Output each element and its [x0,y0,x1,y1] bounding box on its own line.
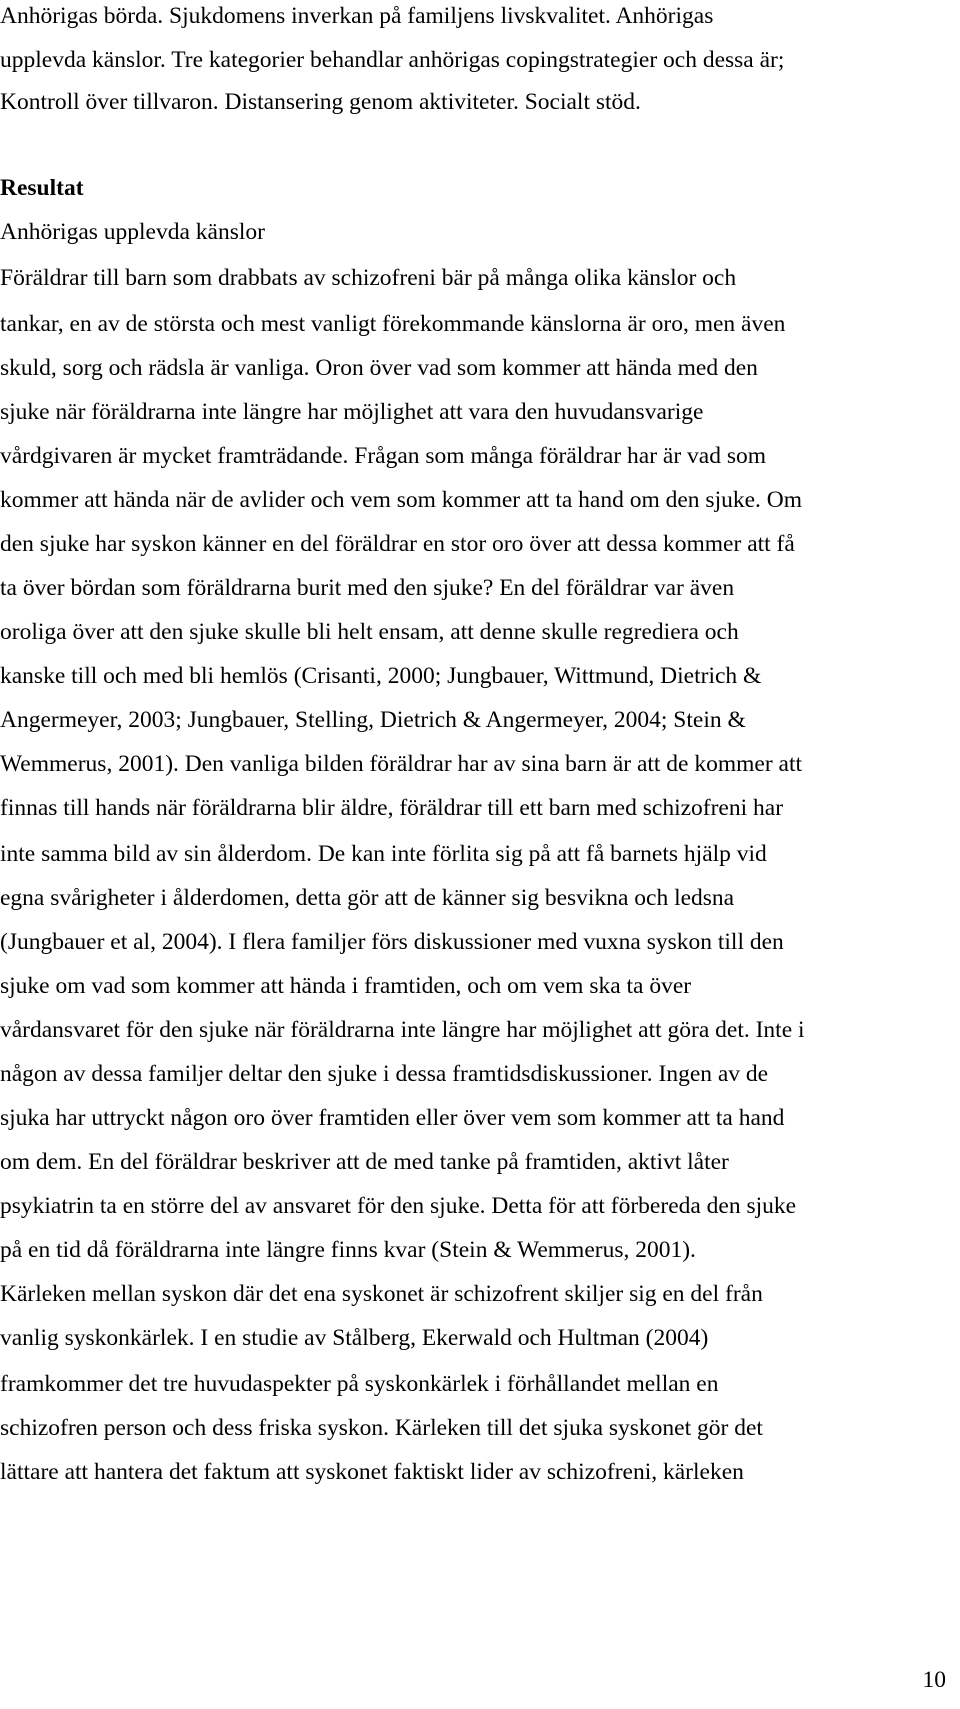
body-line: på en tid då föräldrarna inte längre finns kvar (Stein & Wemmerus, 2001). [0,1237,696,1263]
body-line: vårdgivaren är mycket framträdande. Frågan som många föräldrar har är vad som [0,443,767,469]
body-line: tankar, en av de största och mest vanligt förekommande känslorna är oro, men även [0,311,786,337]
body-line: framkommer det tre huvudaspekter på syskonkärlek i förhållandet mellan en [0,1371,719,1397]
body-line: om dem. En del föräldrar beskriver att de med tanke på framtiden, aktivt låter [0,1149,729,1175]
intro-line: upplevda känslor. Tre kategorier behandlar anhörigas copingstrategier och dessa är; [0,47,785,73]
body-line: ta över bördan som föräldrarna burit med den sjuke? En del föräldrar var även [0,575,735,601]
body-line: Wemmerus, 2001). Den vanliga bilden föräldrar har av sina barn är att de kommer att [0,751,803,777]
body-line: kommer att hända när de avlider och vem som kommer att ta hand om den sjuke. Om [0,487,803,513]
body-line: schizofren person och dess friska syskon. Kärleken till det sjuka syskonet gör det [0,1415,763,1441]
page-number: 10 [922,1667,946,1693]
body-line: finnas till hands när föräldrarna blir äldre, föräldrar till ett barn med schizofreni har [0,795,784,821]
body-line: vårdansvaret för den sjuke när föräldrarna inte längre har möjlighet att göra det. Inte i [0,1017,805,1043]
body-line: egna svårigheter i ålderdomen, detta gör att de känner sig besvikna och ledsna [0,885,735,911]
section-subheading: Anhörigas upplevda känslor [0,219,265,245]
body-line: sjuka har uttryckt någon oro över framtiden eller över vem som kommer att ta hand [0,1105,785,1131]
body-line: Kärleken mellan syskon där det ena syskonet är schizofrent skiljer sig en del från [0,1281,763,1307]
body-line: Föräldrar till barn som drabbats av schizofreni bär på många olika känslor och [0,265,737,291]
section-heading: Resultat [0,175,84,201]
intro-line: Anhörigas börda. Sjukdomens inverkan på familjens livskvalitet. Anhörigas [0,3,714,29]
body-line: skuld, sorg och rädsla är vanliga. Oron över vad som kommer att hända med den [0,355,758,381]
body-line: (Jungbauer et al, 2004). I flera familjer förs diskussioner med vuxna syskon till den [0,929,784,955]
body-line: lättare att hantera det faktum att syskonet faktiskt lider av schizofreni, kärleken [0,1459,744,1485]
body-line: vanlig syskonkärlek. I en studie av Stålberg, Ekerwald och Hultman (2004) [0,1325,709,1351]
body-line: inte samma bild av sin ålderdom. De kan inte förlita sig på att få barnets hjälp vid [0,841,767,867]
body-line: den sjuke har syskon känner en del föräldrar en stor oro över att dessa kommer att få [0,531,795,557]
body-line: Angermeyer, 2003; Jungbauer, Stelling, Dietrich & Angermeyer, 2004; Stein & [0,707,746,733]
body-line: psykiatrin ta en större del av ansvaret för den sjuke. Detta för att förbereda den sjuke [0,1193,797,1219]
body-line: oroliga över att den sjuke skulle bli helt ensam, att denne skulle regrediera och [0,619,739,645]
body-line: kanske till och med bli hemlös (Crisanti, 2000; Jungbauer, Wittmund, Dietrich & [0,663,762,689]
intro-line: Kontroll över tillvaron. Distansering genom aktiviteter. Socialt stöd. [0,89,641,115]
body-line: sjuke när föräldrarna inte längre har möjlighet att vara den huvudansvarige [0,399,704,425]
body-line: sjuke om vad som kommer att hända i framtiden, och om vem ska ta över [0,973,692,999]
body-line: någon av dessa familjer deltar den sjuke i dessa framtidsdiskussioner. Ingen av de [0,1061,769,1087]
